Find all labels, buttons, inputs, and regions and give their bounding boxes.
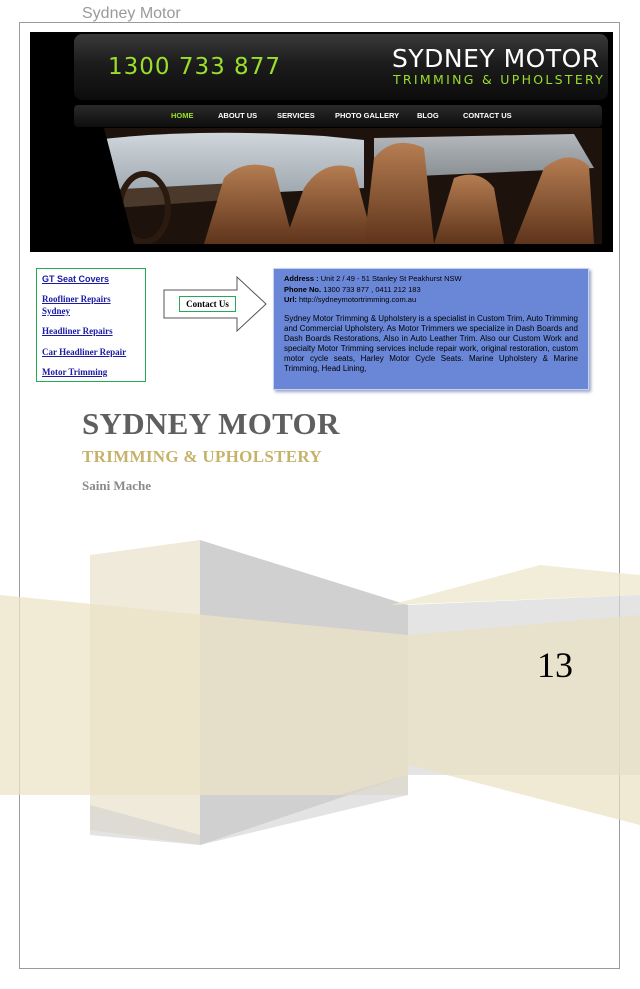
car-interior-photo <box>74 128 602 244</box>
link-sydney[interactable]: Sydney <box>42 306 71 316</box>
phone-value: 1300 733 877 , 0411 212 183 <box>323 284 421 294</box>
url-value[interactable]: http://sydneymotortrimming.com.au <box>299 295 417 304</box>
url-label: Url: <box>284 295 297 304</box>
address-line <box>284 274 578 285</box>
nav-home[interactable]: HOME <box>171 111 194 120</box>
banner-phone: 1300 733 877 <box>108 54 281 80</box>
address-value: Unit 2 / 49 - 51 Stanley St Peakhurst NSW <box>320 274 462 283</box>
link-car-headliner-repair[interactable]: Car Headliner Repair <box>42 347 127 357</box>
banner-brand-tagline: TRIMMING & UPHOLSTERY <box>393 72 606 87</box>
nav-about-us[interactable]: ABOUT US <box>218 111 258 120</box>
cover-title: SYDNEY MOTOR <box>82 406 340 441</box>
nav-contact-us[interactable]: CONTACT US <box>463 111 512 120</box>
contact-us-button[interactable]: Contact Us <box>179 296 236 312</box>
link-gt-seat-covers[interactable]: GT Seat Covers <box>42 274 110 284</box>
link-motor-trimming[interactable]: Motor Trimming <box>42 367 108 377</box>
url-line <box>284 295 578 306</box>
address-label: Address : <box>284 274 319 283</box>
phone-label: Phone No. <box>284 284 322 294</box>
nav-photo-gallery[interactable]: PHOTO GALLERY <box>335 111 400 120</box>
service-links-box <box>36 268 146 382</box>
site-banner <box>30 32 613 252</box>
business-description: Sydney Motor Trimming & Upholstery is a specialist in Custom Trim, Auto Trimming and Commercial Upholstery. As Motor Trimmers we specialize in Dash Boards and Dash Boards Restorations, Also in Auto Leather Trim. Also our Custom Work and specialty Motor Trimming services include repair work, original restoration, custom motor cycle seats, Harley Motor Cycle Seats. Marine Upholstery & Marine Trimming, Head Lining, <box>284 313 578 373</box>
business-info-box <box>273 268 589 390</box>
banner-nav <box>74 105 602 127</box>
link-roofliner-repairs[interactable]: Roofliner Repairs <box>42 294 111 304</box>
link-headliner-repairs[interactable]: Headliner Repairs <box>42 326 113 336</box>
page-number: 13 <box>537 645 573 685</box>
banner-brand-name: SYDNEY MOTOR <box>392 44 600 73</box>
cover-author: Saini Mache <box>82 478 151 493</box>
nav-blog[interactable]: BLOG <box>417 111 439 120</box>
cover-subtitle: TRIMMING & UPHOLSTERY <box>82 447 322 466</box>
running-header: Sydney Motor <box>82 5 181 22</box>
phone-line <box>284 285 578 296</box>
nav-services[interactable]: SERVICES <box>277 111 315 120</box>
decorative-cover-shapes <box>0 535 640 855</box>
